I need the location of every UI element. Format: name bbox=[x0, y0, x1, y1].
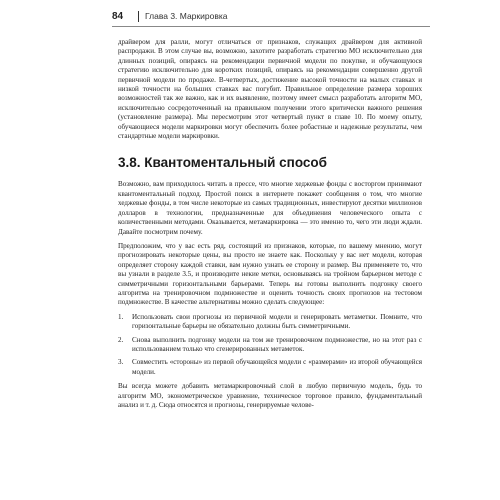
page-body bbox=[118, 38, 422, 415]
list-item-text: Снова выполнить подгонку модели на том же тренировочном подмножестве, но на этот раз с использованием только что сгенерированных метаметок. bbox=[132, 335, 422, 353]
list-item-text: Использовать свои прогнозы из первичной модели и генерировать метаметки. Помните, что горизонтальные барьеры не обязательно должны быть симметричными. bbox=[132, 312, 422, 331]
list-item bbox=[118, 358, 422, 377]
list-item-number: 3. bbox=[118, 358, 124, 367]
paragraph: Вы всегда можете добавить метамаркировочный слой в любую первичную модель, будь то алгоритм МО, эконометрическое уравнение, техническое торговое правило, фундаментальный анализ и т. д. Сюда относятся и прогнозы, генерируемые челове- bbox=[118, 382, 422, 409]
paragraph: Предположим, что у вас есть ряд, состоящий из признаков, которые, по вашему мнению, могут прогнозировать некоторые цены, вы просто не знаете как. Поскольку у вас нет модели, которая определяет сторону каждой ставки, вам нужно узнать ее сторону и размер. Вы применяете то, что вы узнали в разделе 3.5, и производите некие метки, основываясь на тройном барьерном методе с симметричными горизонтальными барьерами. Теперь вы готовы выполнить подгонку своего алгоритма на тренировочном подмножестве и оценить точность своих прогнозов на тестовом подмножестве. В качестве альтернативы можно сделать следующее: bbox=[118, 241, 422, 307]
list-item-number: 1. bbox=[118, 312, 124, 321]
chapter-title: Глава 3. Маркировка bbox=[145, 11, 228, 21]
paragraph: Возможно, вам приходилось читать в прессе, что многие хеджевые фонды с восторгом принимают квантоментальный подход. Простой поиск в интернете покажет сообщения о том, что многие хеджевые фонды, в том числе некоторые из самых традиционных, инвестируют десятки миллионов долларов в технологии, предназначенные для объединения человеческого опыта с количественными методами. Оказывается, метамаркировка — это именно то, чего эти люди ждали. Давайте посмотрим почему. bbox=[118, 180, 422, 236]
list-item-number: 2. bbox=[118, 335, 124, 344]
running-head bbox=[112, 7, 422, 25]
header-divider bbox=[138, 11, 139, 22]
paragraph: драйвером для ралли, могут отличаться от признаков, служащих драйвером для активной распродажи. В этом случае вы, возможно, захотите разработать стратегию МО исключительно для длинных позиций, опираясь на рекомендации первичной модели по покупке, и обучающуюся стратегию исключительно для коротких позиций, опираясь на рекомендации совершенно другой первичной модели по продаже. В-четвертых, достижение высокой точности на малых ставках и низкой точности на больших ставках вас погубит. Правильное определение размера хороших возможностей так же важно, как и их выявление, поэтому имеет смысл разработать алгоритм МО, исключительно сосредоточенный на правильном получении этого критически важного решения (установление размера). Мы пересмотрим этот четвертый пункт в главе 10. По моему опыту, обучающиеся модели маркировки могут обеспечить более робастные и надежные результаты, чем стандартные модели маркировки. bbox=[118, 38, 422, 141]
list-item bbox=[118, 336, 422, 355]
section-heading: 3.8. Квантоментальный способ bbox=[118, 155, 327, 171]
numbered-list bbox=[118, 313, 422, 377]
list-item-text: Совместить «стороны» из первой обучающейся модели с «размерами» из второй обучающейся модели. bbox=[132, 358, 422, 376]
header-rule bbox=[112, 26, 430, 27]
list-item bbox=[118, 313, 422, 332]
page-number: 84 bbox=[112, 10, 124, 22]
